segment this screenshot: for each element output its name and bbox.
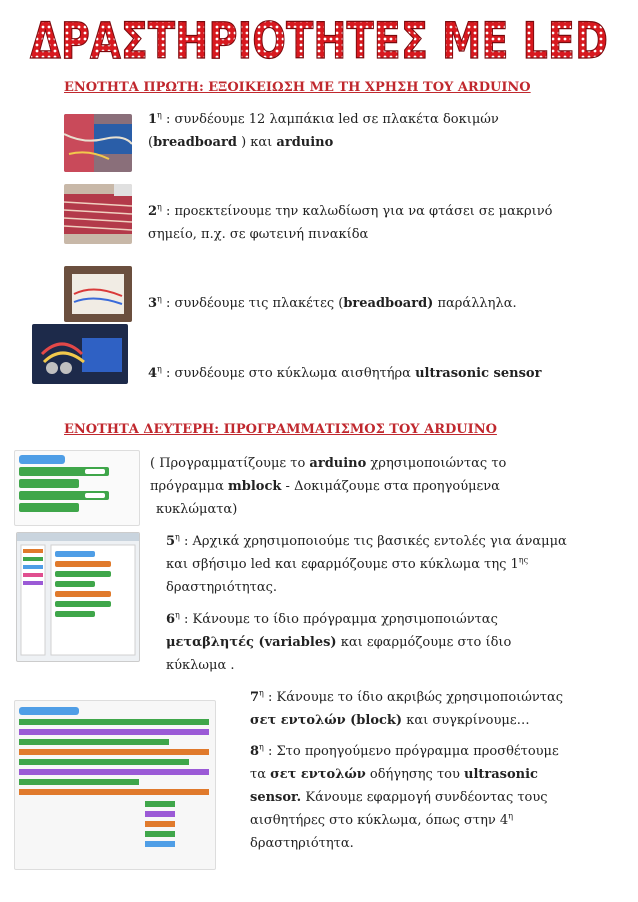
screenshot-mblock-blocks bbox=[14, 450, 140, 526]
screenshot-mblock-variables bbox=[16, 532, 140, 662]
activity-6-text: $6^\eta$ : Κάνουμε το ίδιο πρόγραμμα χρησιμοποιώντας μεταβλητές (variables) και εφαρμόζουμε στο ίδιο κύκλωμα . bbox=[166, 610, 512, 673]
photo-parallel-breadboards bbox=[64, 266, 132, 322]
activity-5-text: $5^\eta$ : Αρχικά χρησιμοποιούμε τις βασικές εντολές για άναμμα και σβήσιμο led και εφαρμόζουμε στο κύκλωμα της $1^{\eta\varsigma}$ δραστηριότητας. bbox=[166, 532, 567, 595]
title-banner bbox=[28, 12, 610, 68]
activity-8-text: $8^\eta$ : Στο προηγούμενο πρόγραμμα προσθέτουμε τα σετ εντολών οδήγησης του ultrasonic sensor. Κάνουμε εφαρμογή συνδέοντας τους αισθητήρες στο κύκλωμα, όπως στην $4^\eta$ δραστηριότητα. bbox=[250, 742, 559, 851]
activity-3-text: $3^\eta$ : συνδέουμε τις πλακέτες (breadboard) παράλληλα. bbox=[148, 294, 517, 311]
section-title-2: ΕΝΟΤΗΤΑ ΔΕΥΤΕΡΗ: ΠΡΟΓΡΑΜΜΑΤΙΣΜΟΣ ΤΟΥ ARDUINO bbox=[64, 422, 497, 437]
section-title-1: ΕΝΟΤΗΤΑ ΠΡΩΤΗ: ΕΞΟΙΚΕΙΩΣΗ ΜΕ ΤΗ ΧΡΗΣΗ ΤΟΥ ARDUINO bbox=[64, 80, 531, 95]
page-title: ΔΡΑΣΤΗΡΙΟΤΗΤΕΣ ΜΕ LED bbox=[30, 12, 608, 68]
activity-2-text: $2^\eta$ : προεκτείνουμε την καλωδίωση για να φτάσει σε μακρινό σημείο, π.χ. σε φωτεινή πινακίδα bbox=[148, 202, 553, 242]
photo-breadboard-leds bbox=[64, 114, 132, 172]
screenshot-mblock-custom-blocks bbox=[14, 700, 216, 870]
activity-1-text: $1^\eta$ : συνδέουμε 12 λαμπάκια led σε πλακέτα δοκιμών (breadboard ) και arduino bbox=[148, 110, 499, 150]
section2-intro: ( Προγραμματίζουμε το arduino χρησιμοποιώντας το πρόγραμμα mblock - Δοκιμάζουμε στα προηγούμενα κυκλώματα) bbox=[150, 456, 507, 517]
activity-4-text: $4^\eta$ : συνδέουμε στο κύκλωμα αισθητήρα ultrasonic sensor bbox=[148, 364, 542, 381]
photo-extended-wiring bbox=[64, 184, 132, 244]
photo-ultrasonic-sensor bbox=[32, 324, 128, 384]
activity-7-text: $7^\eta$ : Κάνουμε το ίδιο ακριβώς χρησιμοποιώντας σετ εντολών (block) και συγκρίνουμε… bbox=[250, 688, 564, 728]
